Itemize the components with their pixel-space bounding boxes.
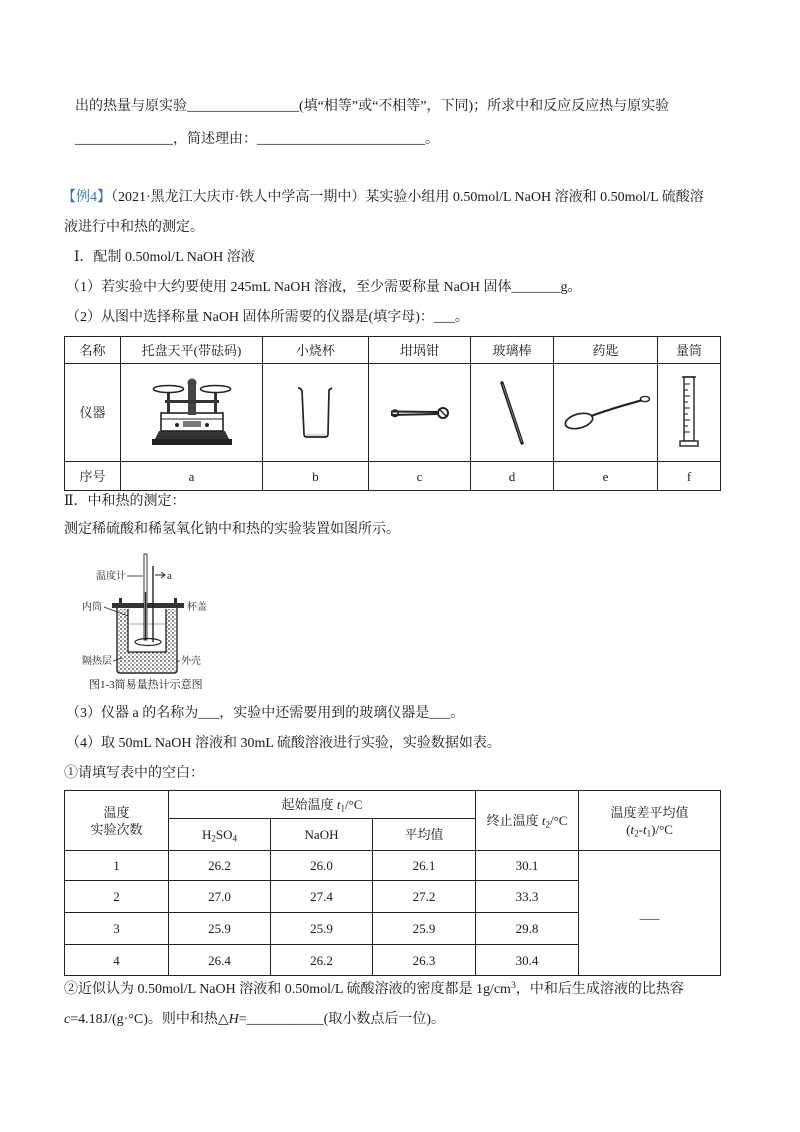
header-row-1: [65, 791, 721, 819]
header-temperature-difference: [579, 791, 721, 851]
label-outer-shell: 外壳: [181, 656, 201, 667]
beaker-image: [296, 385, 336, 441]
question-4-part-1: ①请填写表中的空白：: [64, 766, 204, 781]
h2so4-temp: 25.9: [169, 913, 271, 945]
variable-t: t: [541, 813, 546, 828]
paren: (: [626, 821, 631, 837]
glass-rod-image: [497, 380, 527, 446]
end-temp: 30.1: [476, 851, 579, 881]
average-temp: 25.9: [373, 913, 476, 945]
label-insulation: 隔热层: [82, 656, 112, 667]
instrument-name: 量筒: [658, 337, 721, 364]
average-temp: 26.3: [373, 945, 476, 976]
spoon-cell: [554, 364, 658, 462]
diff-title: 温度差平均值: [610, 804, 689, 820]
instrument-name: 小烧杯: [263, 337, 369, 364]
header-end-temperature: [476, 791, 579, 851]
unit: /°C: [550, 813, 568, 828]
header-naoh: NaOH: [271, 819, 373, 851]
h2so4-temp: 26.2: [169, 851, 271, 881]
h2so4-temp: 26.4: [169, 945, 271, 976]
row-label-name: 名称: [65, 337, 121, 364]
question-1: （1）若实验中大约要使用 245mL NaOH 溶液，至少需要称量 NaOH 固体_______g。: [66, 280, 582, 295]
intro-line-2: ______________，简述理由：________________________。: [75, 132, 439, 147]
row-label-instrument: 仪器: [65, 364, 121, 462]
naoh-temp: 26.0: [271, 851, 373, 881]
instrument-name: 坩埚钳: [369, 337, 471, 364]
subscript: 1: [646, 828, 652, 839]
naoh-temp: 25.9: [271, 913, 373, 945]
balance-image: [147, 375, 237, 451]
lid: [112, 603, 184, 608]
label-a: a: [167, 570, 172, 582]
header-average: 平均值: [373, 819, 476, 851]
end-temp: 33.3: [476, 881, 579, 913]
header-trial-label: 实验次数: [90, 821, 143, 837]
variable-c: c: [64, 1012, 71, 1027]
tongs-cell: [369, 364, 471, 462]
text: 起始温度: [281, 797, 337, 812]
label-thermometer: 温度计: [96, 571, 126, 582]
question-4-part-2-line-1: [64, 980, 684, 1000]
part2-title: Ⅱ．中和热的测定：: [64, 494, 186, 509]
graduated-cylinder-image: [677, 374, 701, 452]
question-3: （3）仪器 a 的名称为___，实验中还需要用到的玻璃仪器是___。: [66, 706, 465, 721]
text: =4.18J/(g·°C)。则中和热△: [70, 1012, 229, 1027]
instrument-table: [64, 336, 721, 491]
text: 终止温度: [486, 813, 542, 828]
instrument-name-row: [65, 337, 721, 364]
variable-t: t: [642, 821, 647, 837]
trial-number: 1: [65, 851, 169, 881]
temperature-data-table: [64, 790, 721, 976]
table-row: [65, 851, 721, 881]
instrument-image-row: [65, 364, 721, 462]
row-label-letter: 序号: [65, 462, 121, 491]
superscript: 3: [510, 980, 516, 992]
question-2: （2）从图中选择称量 NaOH 固体所需要的仪器是(填字母)：___。: [66, 310, 469, 325]
subscript: 4: [232, 833, 238, 844]
instrument-letter: b: [263, 462, 369, 491]
instrument-letter: e: [554, 462, 658, 491]
text: ，中和后生成溶液的比热容: [515, 982, 684, 997]
header-start-temperature: [169, 791, 476, 819]
instrument-name: 玻璃棒: [471, 337, 554, 364]
naoh-temp: 27.4: [271, 881, 373, 913]
minus: -: [638, 821, 643, 837]
variable-t: t: [336, 797, 341, 812]
balance-cell: [121, 364, 263, 462]
variable-t: t: [630, 821, 635, 837]
text: H: [201, 827, 212, 842]
example-text: （2021·黑龙江大庆市·铁人中学高一期中）某实验小组用 0.50mol/L NaOH 溶液和 0.50mol/L 硫酸溶: [111, 190, 704, 205]
instrument-letter: c: [369, 462, 471, 491]
subscript: 2: [545, 819, 550, 830]
instrument-letter: d: [471, 462, 554, 491]
trial-number: 4: [65, 945, 169, 976]
text: SO: [215, 827, 233, 842]
label-lid: 杯盖: [187, 602, 207, 613]
header-h2so4: [169, 819, 271, 851]
header-corner: [65, 791, 169, 851]
diff-unit: [579, 821, 720, 838]
calorimeter-diagram: [80, 552, 230, 694]
question-4-part-2-line-2: [64, 1010, 445, 1030]
arrow-a-icon: [155, 572, 165, 578]
text: =___________(取小数点后一位)。: [238, 1012, 446, 1027]
diff-blank: ___: [579, 851, 721, 976]
example-line-1: [62, 188, 704, 208]
end-temp: 29.8: [476, 913, 579, 945]
instrument-letter: a: [121, 462, 263, 491]
cylinder-cell: [658, 364, 721, 462]
example-line-2: 液进行中和热的测定。: [64, 220, 204, 235]
variable-h: H: [228, 1012, 239, 1027]
figure-caption: 图1-3简易量热计示意图: [89, 679, 203, 691]
text: ②近似认为 0.50mol/L NaOH 溶液和 0.50mol/L 硫酸溶液的密度都是 1g/cm: [64, 982, 511, 997]
example-tag: 【例4】: [62, 190, 111, 205]
instrument-letter: f: [658, 462, 721, 491]
glass-rod-cell: [471, 364, 554, 462]
trial-number: 3: [65, 913, 169, 945]
part1-title: Ⅰ．配制 0.50mol/L NaOH 溶液: [74, 250, 255, 265]
naoh-temp: 26.2: [271, 945, 373, 976]
intro-line-1: 出的热量与原实验________________(填“相等”或“不相等”，下同)；所求中和反应反应热与原实验: [75, 99, 670, 114]
subscript: 2: [634, 828, 639, 839]
beaker-cell: [263, 364, 369, 462]
instrument-name: 药匙: [554, 337, 658, 364]
unit: )/°C: [651, 821, 673, 837]
trial-number: 2: [65, 881, 169, 913]
unit: /°C: [344, 797, 363, 812]
h2so4-temp: 27.0: [169, 881, 271, 913]
subscript: 2: [211, 833, 216, 844]
average-temp: 26.1: [373, 851, 476, 881]
part2-intro: 测定稀硫酸和稀氢氧化钠中和热的实验装置如图所示。: [64, 522, 400, 537]
instrument-name: 托盘天平(带砝码): [121, 337, 263, 364]
spoon-image: [561, 393, 651, 433]
subscript: 1: [340, 803, 345, 814]
question-4: （4）取 50mL NaOH 溶液和 30mL 硫酸溶液进行实验，实验数据如表。: [66, 736, 501, 751]
header-temperature-label: 温度: [103, 804, 130, 820]
average-temp: 27.2: [373, 881, 476, 913]
end-temp: 30.4: [476, 945, 579, 976]
instrument-letter-row: [65, 462, 721, 491]
crucible-tongs-image: [385, 403, 455, 423]
label-inner-cup: 内筒: [82, 602, 102, 613]
